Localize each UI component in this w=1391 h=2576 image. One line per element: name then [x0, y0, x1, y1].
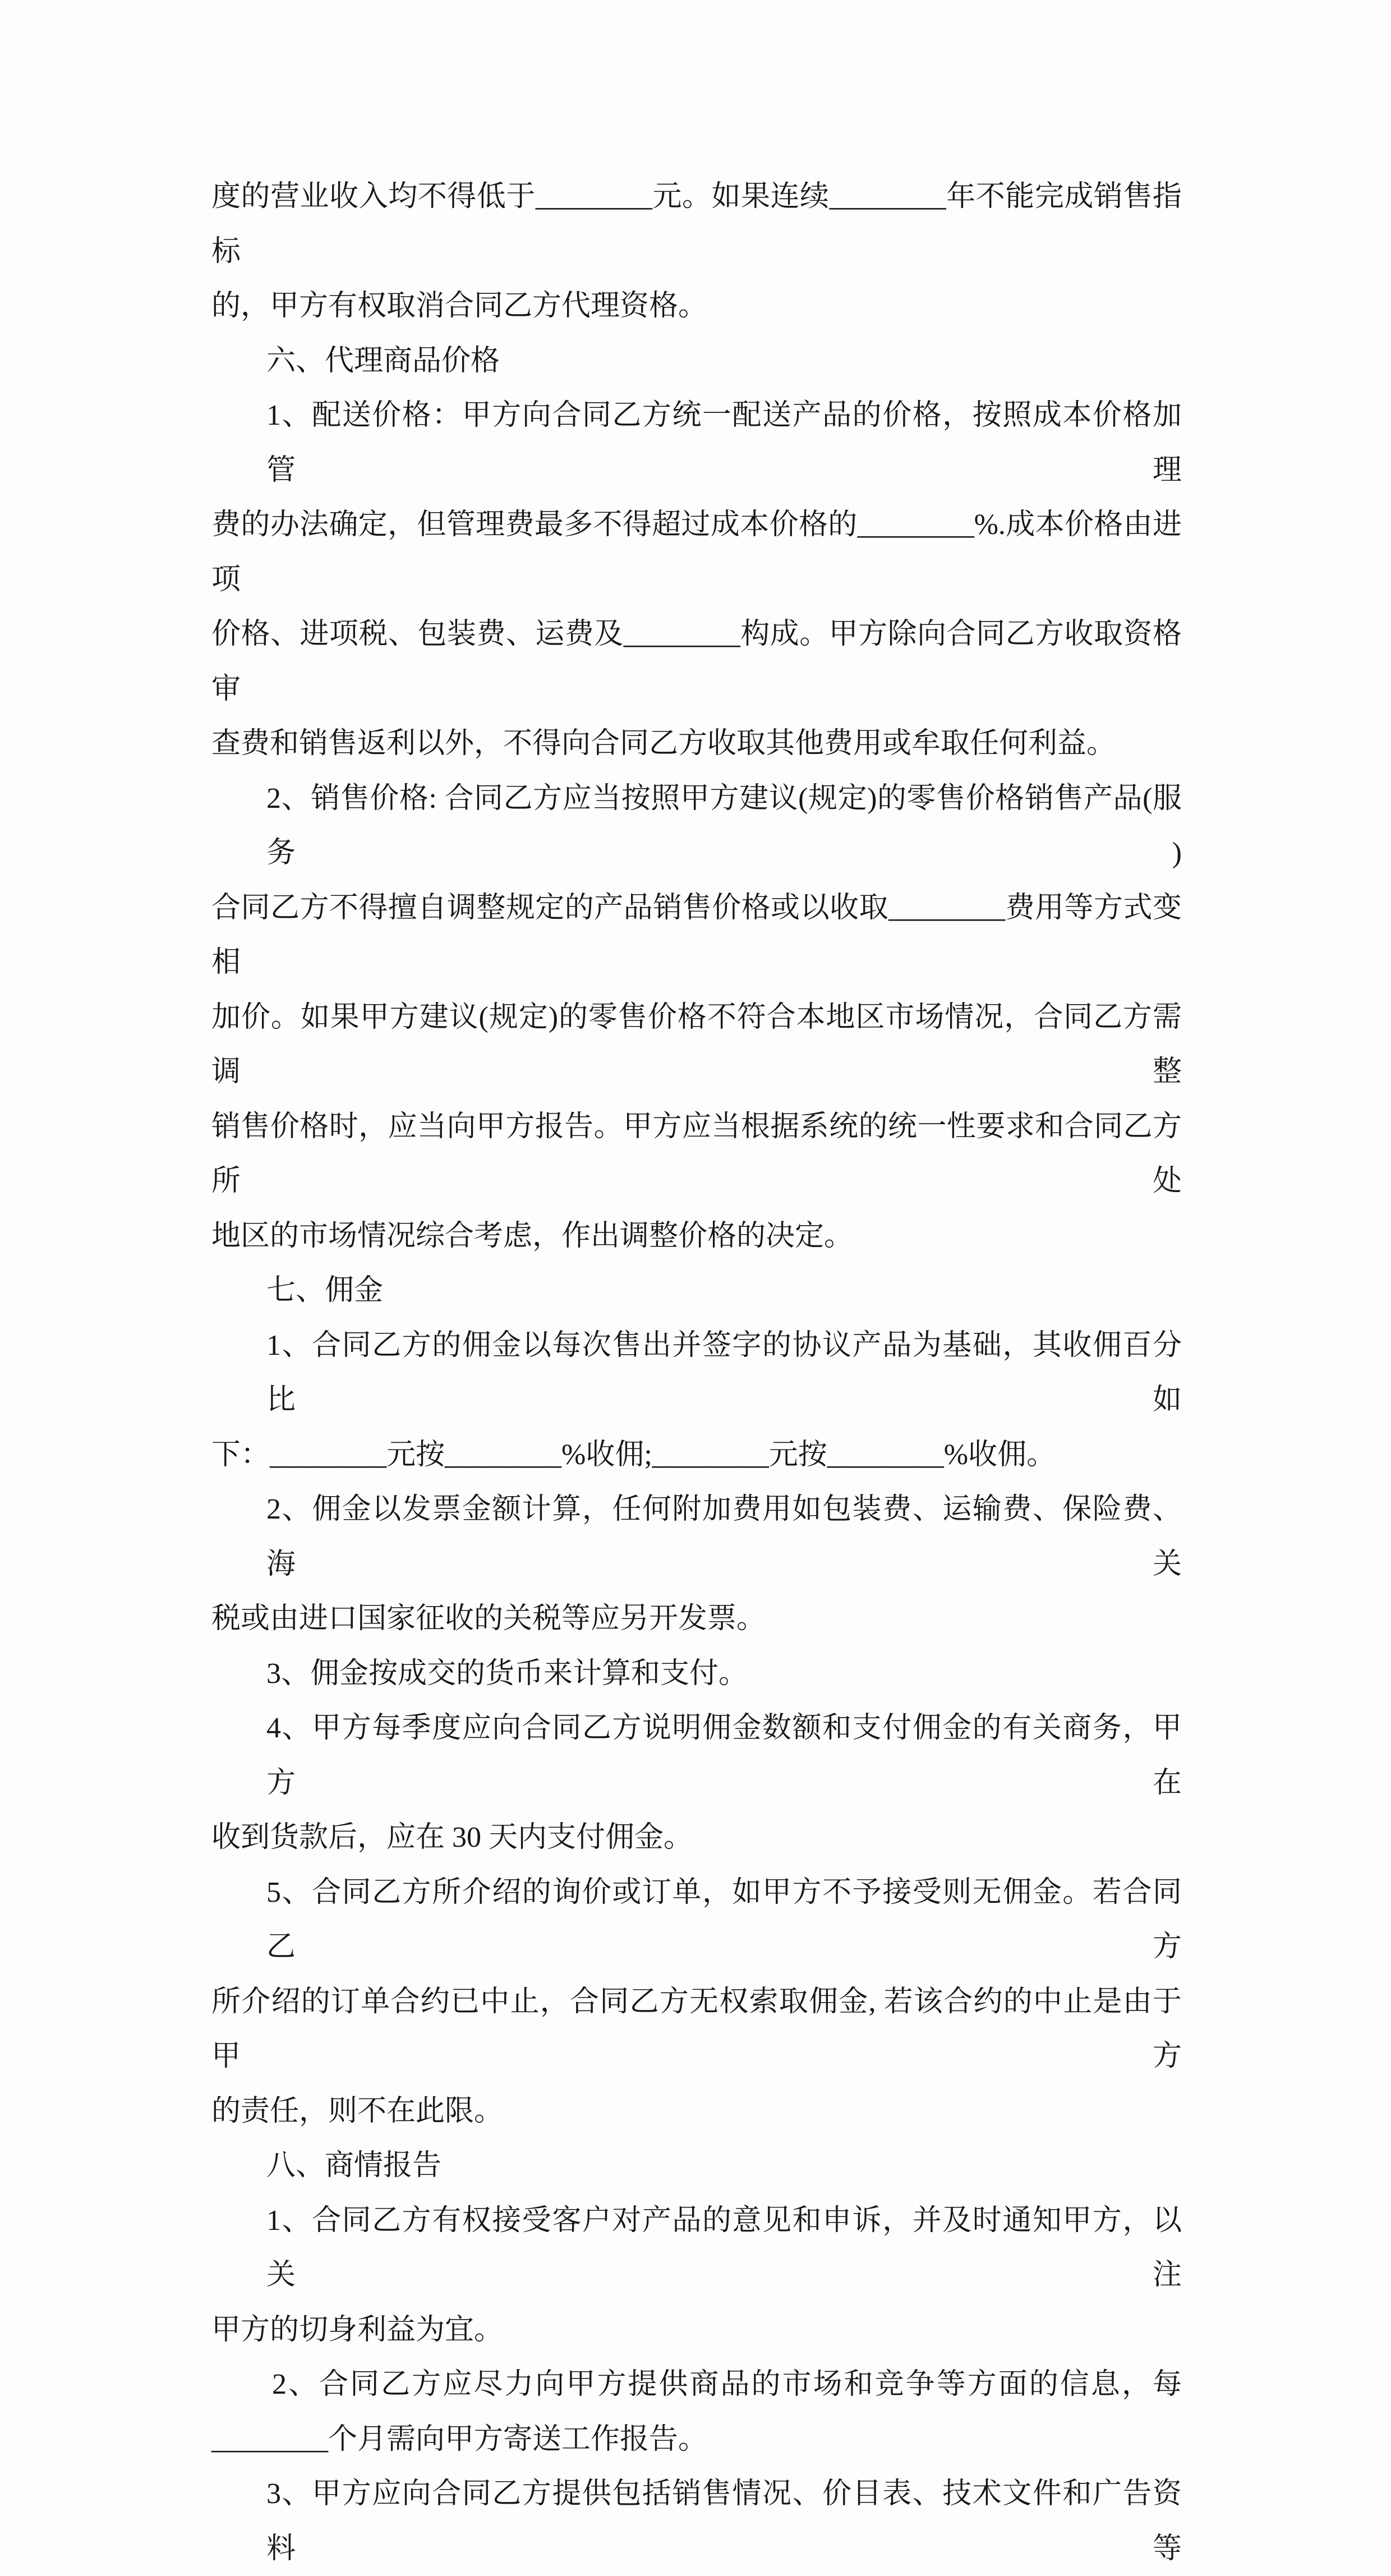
text-line-4: 1、配送价格：甲方向合同乙方统一配送产品的价格，按照成本价格加管理: [266, 399, 1182, 486]
document-text-block: [211, 169, 1182, 2576]
text-line-18: 3、佣金按成交的货币来计算和支付。: [266, 1657, 748, 1690]
text-line-9: 合同乙方不得擅自调整规定的产品销售价格或以收取________费用等方式变相: [211, 891, 1182, 978]
text-line-29: 3、甲方应向合同乙方提供包括销售情况、价目表、技术文件和广告资料等: [266, 2478, 1182, 2565]
text-line-11: 销售价格时，应当向甲方报告。甲方应当根据系统的统一性要求和合同乙方所处: [211, 1110, 1182, 1197]
text-line-24: 八、商情报告: [266, 2150, 442, 2182]
text-line-19: 4、甲方每季度应向合同乙方说明佣金数额和支付佣金的有关商务，甲方在: [266, 1712, 1182, 1799]
text-line-21: 5、合同乙方所介绍的询价或订单，如甲方不予接受则无佣金。若合同乙方: [266, 1876, 1182, 1963]
text-line-20: 收到货款后，应在 30 天内支付佣金。: [211, 1821, 693, 1853]
text-line-10: 加价。如果甲方建议(规定)的零售价格不符合本地区市场情况，合同乙方需调整: [211, 1001, 1182, 1088]
text-line-26: 甲方的切身利益为宜。: [211, 2313, 504, 2346]
text-line-5: 费的办法确定，但管理费最多不得超过成本价格的________%.成本价格由进项: [211, 509, 1182, 596]
text-line-13: 七、佣金: [266, 1275, 384, 1307]
text-line-7: 查费和销售返利以外，不得向合同乙方收取其他费用或牟取任何利益。: [211, 728, 1116, 760]
text-line-25: 1、合同乙方有权接受客户对产品的意见和申诉，并及时通知甲方，以关注: [266, 2204, 1182, 2291]
text-line-8: 2、销售价格: 合同乙方应当按照甲方建议(规定)的零售价格销售产品(服务): [266, 782, 1182, 869]
text-line-28: ________个月需向甲方寄送工作报告。: [211, 2423, 708, 2455]
text-line-1: 度的营业收入均不得低于________元。如果连续________年不能完成销售指标: [211, 181, 1182, 268]
text-line-14: 1、合同乙方的佣金以每次售出并签字的协议产品为基础，其收佣百分比如: [266, 1329, 1182, 1416]
text-line-23: 的责任，则不在此限。: [211, 2095, 504, 2127]
text-line-22: 所介绍的订单合约已中止，合同乙方无权索取佣金, 若该合约的中止是由于甲方: [211, 1985, 1182, 2072]
text-line-16: 2、佣金以发票金额计算，任何附加费用如包装费、运输费、保险费、海关: [266, 1493, 1182, 1580]
text-line-17: 税或由进口国家征收的关税等应另开发票。: [211, 1603, 766, 1635]
text-line-15: 下：________元按________%收佣;________元按________%收佣。: [211, 1438, 1056, 1471]
text-line-12: 地区的市场情况综合考虑，作出调整价格的决定。: [211, 1220, 854, 1252]
text-line-6: 价格、进项税、包装费、运费及________构成。甲方除向合同乙方收取资格审: [211, 618, 1182, 705]
text-line-2: 的，甲方有权取消合同乙方代理资格。: [211, 290, 708, 322]
text-line-3: 六、代理商品价格: [266, 344, 500, 377]
text-line-27: 2、合同乙方应尽力向甲方提供商品的市场和竞争等方面的信息，每: [272, 2368, 1182, 2400]
